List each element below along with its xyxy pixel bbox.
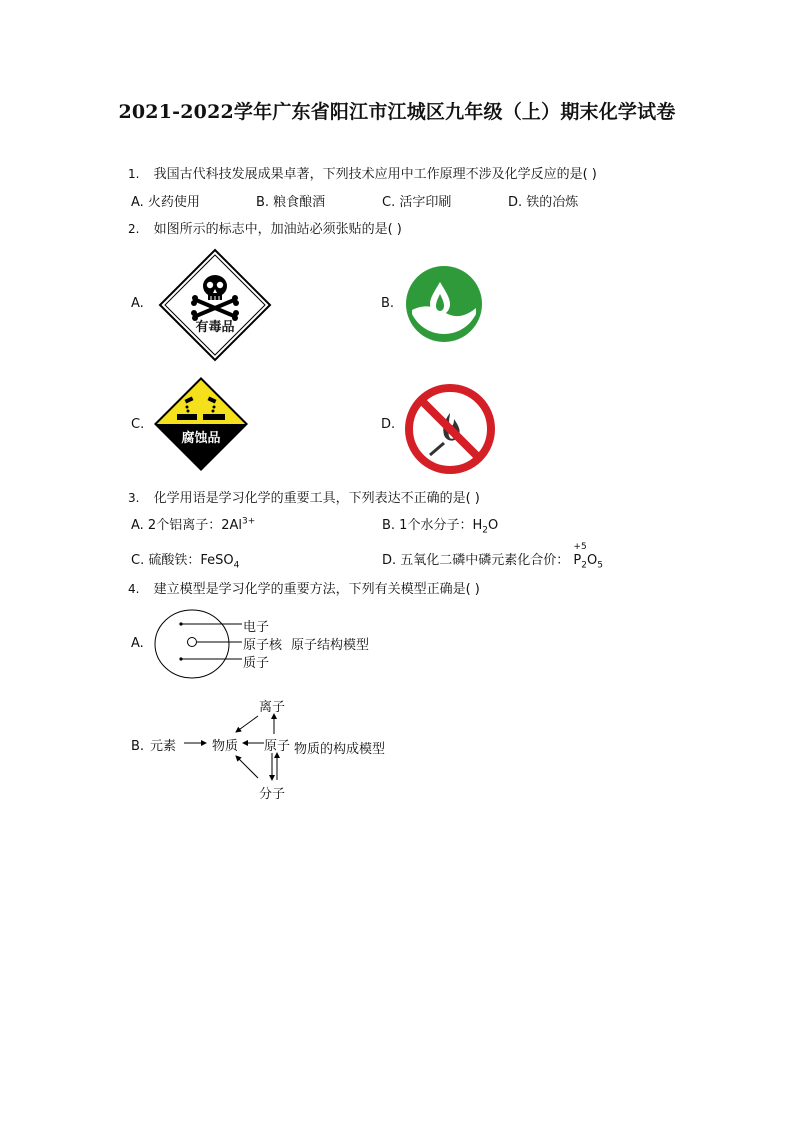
option-text: D. 五氧化二磷中磷元素化合价： xyxy=(382,553,570,568)
option-b-label: B. xyxy=(131,739,145,754)
question-1 xyxy=(128,163,597,182)
option-a: A. 火药使用 xyxy=(131,195,200,210)
option-b: B. 粮食酿酒 xyxy=(256,195,326,210)
subscript: 2 xyxy=(482,525,488,536)
page-title: 2021-2022学年广东省阳江市江城区九年级（上）期末化学试卷 xyxy=(118,101,676,123)
question-number: 3. xyxy=(128,491,140,505)
element-p: P xyxy=(573,553,582,568)
option-a xyxy=(131,514,255,533)
option-c xyxy=(131,549,239,571)
option-text: B. 1个水分子：H xyxy=(382,518,483,533)
label-proton: 质子 xyxy=(243,656,270,671)
no-fire-sign xyxy=(404,383,496,475)
corrosive-sign xyxy=(153,376,249,472)
question-text: 我国古代科技发展成果卓著，下列技术应用中工作原理不涉及化学反应的是( ) xyxy=(153,167,597,182)
question-number: 2. xyxy=(128,222,140,236)
sign-label: 有毒品 xyxy=(195,320,235,335)
question-3 xyxy=(128,487,480,506)
question-number: 1. xyxy=(128,167,140,181)
option-c: C. 活字印刷 xyxy=(382,195,452,210)
question-text: 如图所示的标志中，加油站必须张贴的是( ) xyxy=(153,222,402,237)
valence-label: +5 xyxy=(573,542,587,552)
composition-arrows xyxy=(150,690,300,800)
option-d-label: D. xyxy=(381,417,396,432)
node-element: 元素 xyxy=(150,739,177,754)
question-4 xyxy=(128,578,480,597)
subscript: 2 xyxy=(581,560,587,571)
option-b-label: B. xyxy=(381,296,395,311)
subscript: 5 xyxy=(597,560,603,571)
ion-charge: 3+ xyxy=(241,516,256,527)
formula xyxy=(573,542,603,571)
label-nucleus: 原子核 xyxy=(243,638,283,653)
option-d: D. 铁的冶炼 xyxy=(508,195,579,210)
toxic-sign xyxy=(158,248,272,362)
model-caption: 物质的构成模型 xyxy=(294,742,386,757)
option-text-tail: O xyxy=(487,518,499,533)
water-saving-sign xyxy=(404,264,484,344)
option-text: A. 2个铝离子：2Al xyxy=(131,518,242,533)
atom-model-diagram xyxy=(150,605,250,683)
question-text: 建立模型是学习化学的重要方法，下列有关模型正确是( ) xyxy=(153,582,480,597)
question-text: 化学用语是学习化学的重要工具，下列表达不正确的是( ) xyxy=(153,491,480,506)
subscript: 4 xyxy=(233,560,240,571)
option-c-label: C. xyxy=(131,417,145,432)
label-electron: 电子 xyxy=(243,620,270,635)
node-molecule: 分子 xyxy=(259,787,286,802)
node-atom: 原子 xyxy=(264,739,291,754)
node-ion: 离子 xyxy=(259,700,286,715)
option-b xyxy=(382,514,498,536)
model-caption: 原子结构模型 xyxy=(291,638,370,653)
option-a-label: A. xyxy=(131,636,144,651)
question-number: 4. xyxy=(128,582,140,596)
option-a-label: A. xyxy=(131,296,144,311)
node-substance: 物质 xyxy=(212,739,239,754)
element-o: O xyxy=(587,553,598,568)
sign-label: 腐蚀品 xyxy=(181,431,221,446)
option-d xyxy=(382,542,603,571)
option-text: C. 硫酸铁：FeSO xyxy=(131,553,234,568)
question-2 xyxy=(128,218,402,237)
